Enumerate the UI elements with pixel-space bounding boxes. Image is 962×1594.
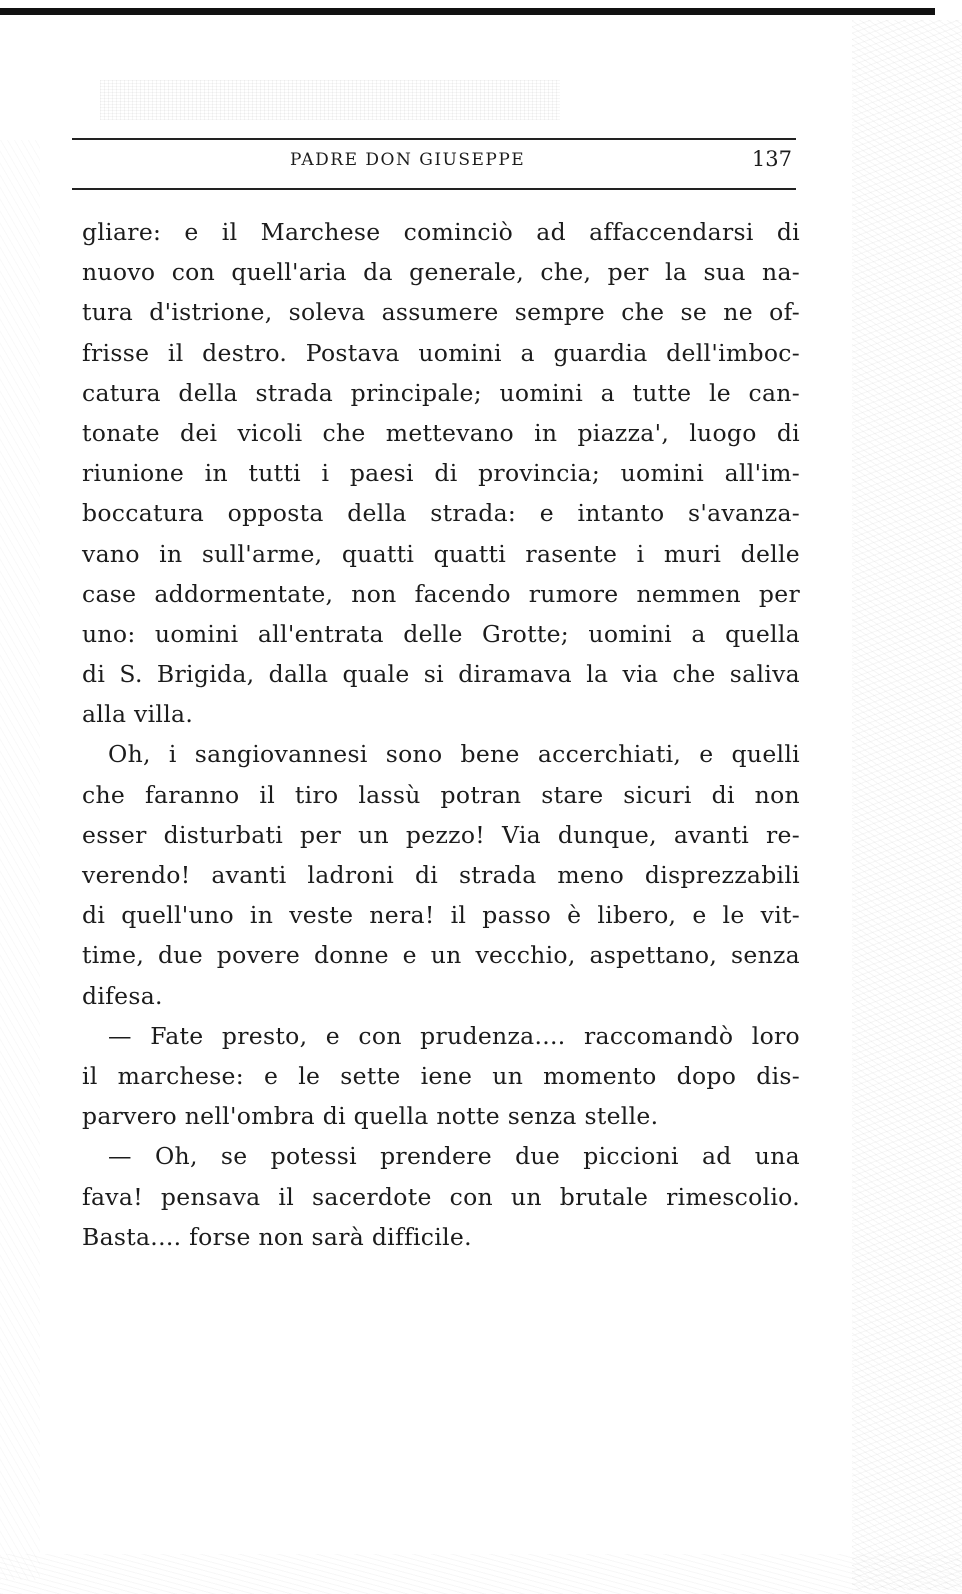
text-line: difesa.: [82, 981, 163, 1010]
body-text: [82, 212, 800, 1257]
text-line: esser disturbati per un pezzo! Via dunque, avanti re-: [82, 820, 800, 849]
paragraph: [82, 1136, 800, 1257]
text-line: boccatura opposta della strada: e intanto s'avanza-: [82, 499, 800, 528]
text-line: riunione in tutti i paesi di provincia; uomini all'im-: [82, 459, 800, 488]
text-line: che faranno il tiro lassù potran stare sicuri di non: [82, 780, 800, 809]
paragraph: [82, 1016, 800, 1137]
paragraph: [82, 212, 800, 734]
paper-speckle-left: [0, 140, 40, 1580]
text-line: Oh, i sangiovannesi sono bene accerchiati, e quelli: [108, 740, 800, 769]
header-rule-bottom: [72, 188, 796, 190]
paper-speckle-right: [852, 20, 962, 1590]
text-line: tura d'istrione, soleva assumere sempre che se ne of-: [82, 298, 800, 327]
top-edge-rule: [0, 8, 935, 15]
text-line: nuovo con quell'aria da generale, che, per la sua na-: [82, 258, 800, 287]
text-line: alla villa.: [82, 700, 194, 729]
text-line: di S. Brigida, dalla quale si diramava la via che saliva: [82, 660, 800, 689]
text-line: vano in sull'arme, quatti quatti rasente i muri delle: [82, 539, 800, 568]
page-number: 137: [751, 147, 792, 171]
text-line: fava! pensava il sacerdote con un brutale rimescolio.: [82, 1182, 800, 1211]
text-line: time, due povere donne e un vecchio, aspettano, senza: [82, 941, 800, 970]
text-line: tonate dei vicoli che mettevano in piazza', luogo di: [82, 418, 800, 447]
paper-speckle-bottom: [0, 1554, 962, 1594]
text-line: case addormentate, non facendo rumore nemmen per: [82, 579, 800, 608]
text-line: il marchese: e le sette iene un momento dopo dis-: [82, 1061, 800, 1090]
text-line: di quell'uno in veste nera! il passo è libero, e le vit-: [82, 901, 800, 930]
text-line: gliare: e il Marchese cominciò ad affaccendarsi di: [82, 218, 800, 246]
paper-speckle-top: [100, 80, 560, 120]
text-line: verendo! avanti ladroni di strada meno disprezzabili: [82, 861, 800, 889]
paragraph: [82, 734, 800, 1015]
text-line: catura della strada principale; uomini a tutte le can-: [82, 378, 800, 407]
text-line: uno: uomini all'entrata delle Grotte; uomini a quella: [82, 619, 800, 648]
running-title: PADRE DON GIUSEPPE: [290, 150, 526, 170]
text-line: frisse il destro. Postava uomini a guardia dell'imboc-: [82, 338, 800, 367]
page-header: [72, 138, 796, 190]
header-rule-top: [72, 138, 796, 140]
text-line: — Oh, se potessi prendere due piccioni ad una: [108, 1142, 800, 1171]
text-line: — Fate presto, e con prudenza.... raccomandò loro: [108, 1021, 800, 1050]
text-line: parvero nell'ombra di quella notte senza stelle.: [82, 1102, 659, 1131]
text-line: Basta.... forse non sarà difficile.: [82, 1222, 472, 1251]
